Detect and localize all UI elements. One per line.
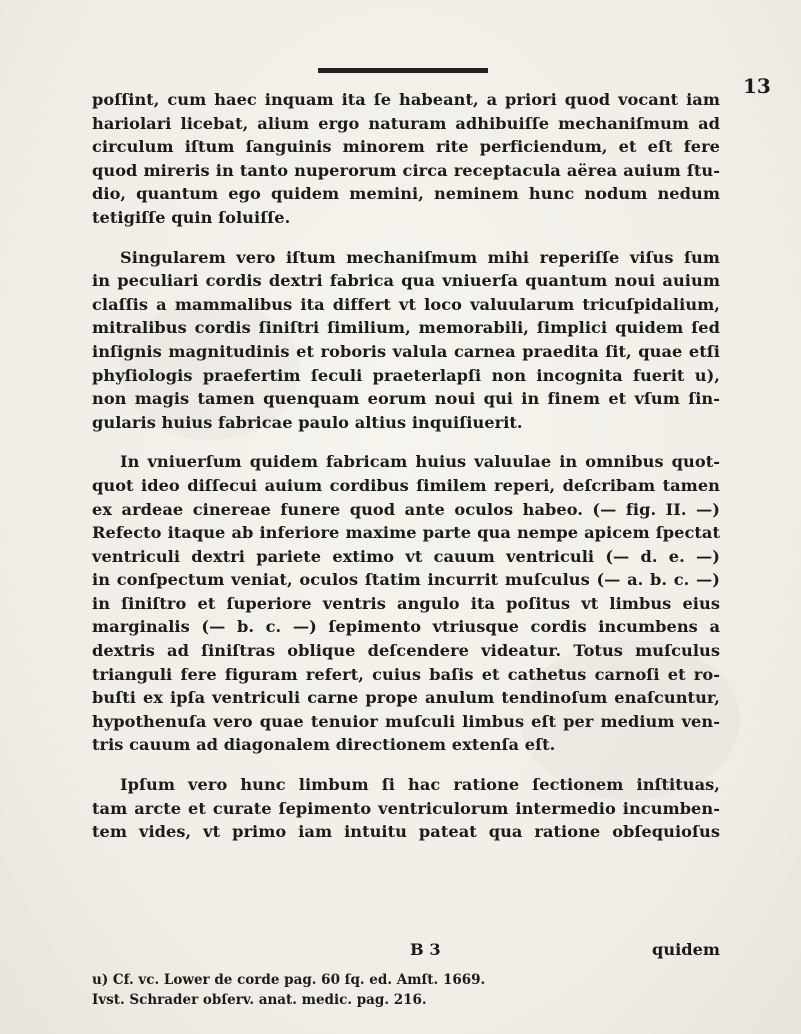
text-line: circulum iſtum ſanguinis minorem rite perficiendum, et eſt fere: [92, 137, 720, 157]
catchword: quidem: [652, 940, 720, 959]
text-line: hypothenuſa vero quae tenuior muſculi limbus eſt per medium ven-: [92, 711, 720, 731]
paragraph: [92, 773, 720, 844]
header-rule: [318, 68, 488, 73]
footnote-line: Ivst. Schrader obſerv. anat. medic. pag. 216.: [92, 992, 427, 1008]
text-line: trianguli fere figuram refert, cuius baſis et cathetus carnoſi et ro-: [92, 664, 720, 684]
text-line: marginalis (— b. c. —) ſepimento vtriusque cordis incumbens a: [92, 617, 720, 637]
text-line: ventriculi dextri pariete extimo vt cauum ventriculi (— d. e. —): [92, 546, 720, 566]
text-line: tam arcte et curate ſepimento ventriculorum intermedio incumben-: [92, 798, 720, 818]
text-line: tris cauum ad diagonalem directionem extenſa eſt.: [92, 735, 556, 755]
text-line: gularis huius fabricae paulo altius inquiſiuerit.: [92, 412, 523, 432]
text-line: tetigiſſe quin ſoluiſſe.: [92, 207, 291, 227]
paragraph: [92, 88, 720, 230]
footnote-line: u) Cf. vc. Lower de corde pag. 60 ſq. ed. Amſt. 1669.: [92, 972, 486, 988]
page-number: 13: [743, 74, 771, 98]
text-line: In vniuerſum quidem fabricam huius valuulae in omnibus quot-: [120, 452, 720, 472]
text-line: Ipſum vero hunc limbum ſi hac ratione ſectionem inſtituas,: [120, 775, 720, 795]
paragraph: [92, 246, 720, 435]
text-line: ex ardeae cinereae funere quod ante oculos habeo. (— fig. II. —): [92, 499, 720, 519]
text-line: Singularem vero iſtum mechaniſmum mihi reperiſſe viſus ſum: [120, 247, 720, 267]
text-line: Refecto itaque ab inferiore maxime parte qua nempe apicem ſpectat: [92, 523, 720, 543]
text-line: quot ideo diſſecui auium cordibus ſimilem reperi, deſcribam tamen: [92, 475, 720, 495]
text-line: non magis tamen quenquam eorum noui qui in finem et vſum ſin-: [92, 389, 720, 409]
text-line: in peculiari cordis dextri fabrica qua vniuerſa quantum noui auium: [92, 271, 720, 291]
text-line: tem vides, vt primo iam intuitu pateat qua ratione obſequioſus: [92, 822, 720, 842]
text-line: claſſis a mammalibus ita differt vt loco valuularum tricuſpidalium,: [92, 294, 720, 314]
text-line: in ſiniſtro et ſuperiore ventris angulo ita poſitus vt limbus eius: [92, 593, 720, 613]
signature-mark: B 3: [410, 940, 441, 959]
text-line: buſti ex ipſa ventriculi carne prope anulum tendinoſum enaſcuntur,: [92, 688, 720, 708]
text-line: hariolari licebat, alium ergo naturam adhibuiſſe mechaniſmum ad: [92, 113, 720, 133]
text-line: poſſint, cum haec inquam ita ſe habeant, a priori quod vocant iam: [92, 90, 720, 109]
text-line: dio, quantum ego quidem memini, neminem hunc nodum nedum: [92, 184, 720, 204]
body-text: [92, 88, 720, 860]
text-line: dextris ad ſiniſtras oblique deſcendere videatur. Totus muſculus: [92, 641, 720, 661]
text-line: quod mireris in tanto nuperorum circa receptacula aërea auium ſtu-: [92, 160, 720, 180]
text-line: in conſpectum veniat, oculos ſtatim incurrit muſculus (— a. b. c. —): [92, 570, 720, 590]
footnotes: [92, 970, 720, 1010]
text-line: phyſiologis praefertim ſeculi praeterlapſi non incognita fuerit u),: [92, 365, 720, 385]
text-line: inſignis magnitudinis et roboris valula carnea praedita ſit, quae etſi: [92, 341, 720, 361]
paragraph: [92, 450, 720, 757]
text-line: mitralibus cordis ſiniſtri ſimilium, memorabili, ſimplici quidem ſed: [92, 318, 720, 338]
